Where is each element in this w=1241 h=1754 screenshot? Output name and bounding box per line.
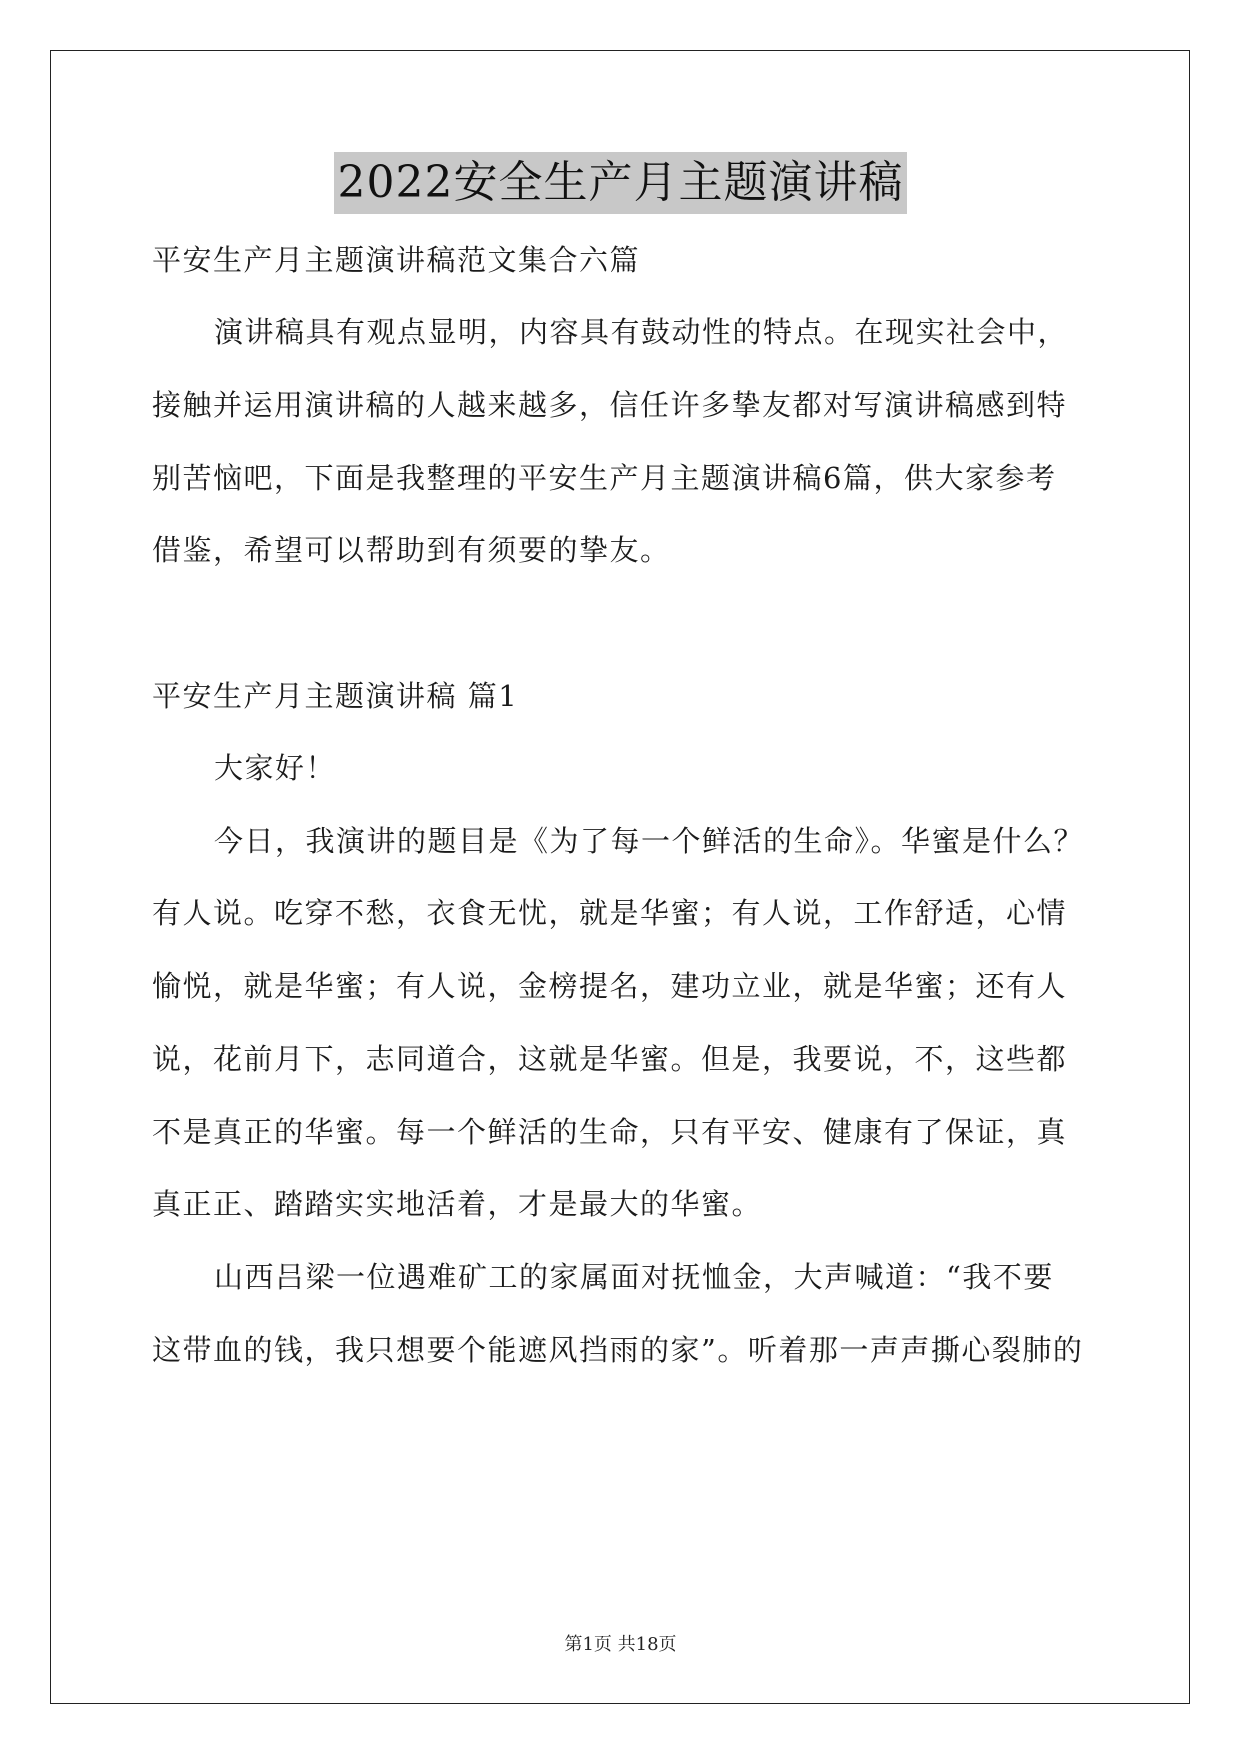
document-subtitle: 平安生产月主题演讲稿范文集合六篇 [152, 243, 641, 277]
paragraph-line: 别苦恼吧，下面是我整理的平安生产月主题演讲稿6篇，供大家参考 [152, 461, 1057, 495]
paragraph-line: 今日，我演讲的题目是《为了每一个鲜活的生命》。华蜜是什么？ [214, 824, 1085, 858]
paragraph-line: 演讲稿具有观点显明，内容具有鼓动性的特点。在现实社会中， [214, 315, 1069, 349]
page-number: 第1页 共18页 [564, 1634, 677, 1655]
paragraph-line: 山西吕梁一位遇难矿工的家属面对抚恤金，大声喊道：“我不要 [214, 1260, 1054, 1294]
paragraph-line: 接触并运用演讲稿的人越来越多，信任许多挚友都对写演讲稿感到特 [152, 388, 1068, 422]
paragraph-line: 大家好！ [214, 751, 337, 785]
title-container [0, 152, 1241, 214]
paragraph-line: 有人说。吃穿不愁，衣食无忧，就是华蜜；有人说，工作舒适，心情 [152, 896, 1068, 930]
paragraph-line: 这带血的钱，我只想要个能遮风挡雨的家”。听着那一声声撕心裂肺的 [152, 1333, 1084, 1367]
section-heading: 平安生产月主题演讲稿 篇1 [152, 679, 519, 713]
paragraph-line: 真正正、踏踏实实地活着，才是最大的华蜜。 [152, 1187, 763, 1221]
paragraph-line: 借鉴，希望可以帮助到有须要的挚友。 [152, 533, 671, 567]
page-border [50, 50, 1190, 1704]
paragraph-line: 说，花前月下，志同道合，这就是华蜜。但是，我要说，不，这些都 [152, 1042, 1068, 1076]
paragraph-line: 不是真正的华蜜。每一个鲜活的生命，只有平安、健康有了保证，真 [152, 1115, 1068, 1149]
paragraph-line: 愉悦，就是华蜜；有人说，金榜提名，建功立业，就是华蜜；还有人 [152, 969, 1068, 1003]
document-title: 2022安全生产月主题演讲稿 [334, 152, 908, 214]
